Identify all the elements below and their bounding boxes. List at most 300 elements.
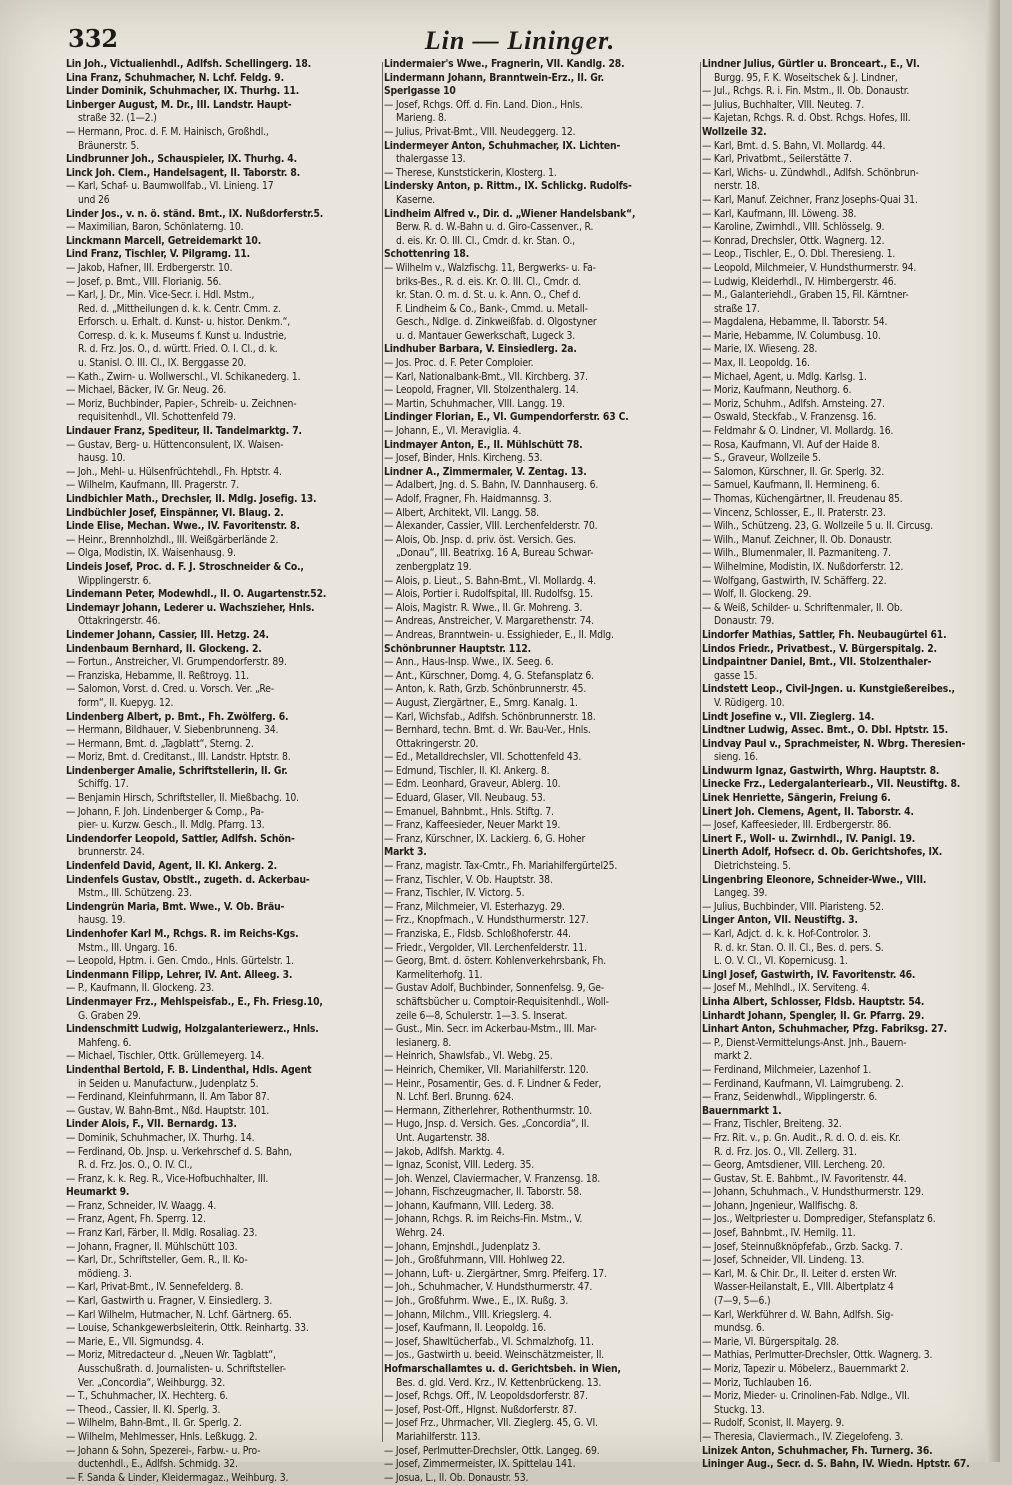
directory-line: — Franziska, Hebamme, II. Reßtroyg. 11. — [66, 669, 249, 682]
directory-line: — T., Schuhmacher, IX. Hechterg. 6. — [66, 1390, 229, 1403]
directory-line: — Karl, Dr., Schriftsteller, Gem. R., II. Ko- — [66, 1254, 248, 1267]
directory-line: Lindenthal Bertold, F. B. Lindenthal, Hdls. Agent — [66, 1063, 312, 1076]
directory-line: — Joh., Großfuhrmann, VIII. Hohlweg 22. — [384, 1254, 565, 1267]
directory-line: — Karoline, Zwirnhdl., VIII. Schlösselg. 9. — [702, 221, 885, 234]
directory-line: — Gustav Adolf, Buchbinder, Sonnenfelsg. 9, Ge- — [384, 982, 604, 995]
directory-line: Mstm., III. Schützeng. 23. — [78, 887, 192, 900]
directory-line: Lindeis Josef, Proc. d. F. J. Stroschneider & Co., — [66, 560, 304, 573]
directory-line: — Karl, Manuf. Zeichner, Franz Josephs-Quai 31. — [702, 193, 918, 206]
directory-line: Lingl Josef, Gastwirth, IV. Favoritenstr. 46. — [702, 968, 916, 981]
directory-line: — Heinrich, Chemiker, VII. Mariahilferstr. 120. — [384, 1063, 589, 1076]
directory-line: G. Graben 29. — [78, 1009, 141, 1022]
directory-line: — Ludwig, Kleiderhdl., IV. Himbergerstr. 46. — [702, 275, 897, 288]
directory-line: — Hugo, Jnsp. d. Versich. Ges. „Concordia“, II. — [384, 1118, 590, 1131]
directory-line: — Wolfgang, Gastwirth, IV. Schäfferg. 22. — [702, 574, 887, 587]
directory-line: N. Lchf. Berl. Brunng. 624. — [396, 1091, 514, 1104]
directory-line: brunnerstr. 24. — [78, 846, 145, 859]
directory-line: — Franz, Schneider, IV. Waagg. 4. — [66, 1199, 217, 1212]
directory-line: — Alois, Portier i. Rudolfspital, III. Rudolfsg. 15. — [384, 588, 593, 601]
directory-line: — Ant., Kürschner, Domg. 4, G. Stefansplatz 6. — [384, 669, 594, 682]
directory-line: Linder Jos., v. n. ö. ständ. Bmt., IX. Nußdorferstr.5. — [66, 207, 324, 220]
directory-line: — Julius, Buchhalter, VIII. Neuteg. 7. — [702, 98, 865, 111]
directory-line: — Jos. Proc. d. F. Peter Comploier. — [384, 357, 534, 370]
directory-line: hausg. 19. — [78, 914, 126, 927]
directory-line: Lin Joh., Victualienhdl., Adlfsh. Schellingerg. 18. — [66, 58, 312, 70]
directory-line: — Johann, Emjnshdl., Judenplatz 3. — [384, 1240, 541, 1253]
directory-line: und 26 — [78, 193, 110, 206]
directory-line: — Ann., Haus-Insp. Wwe., IX. Seeg. 6. — [384, 656, 554, 669]
directory-line: — Marie, E., VII. Sigmundsg. 4. — [66, 1335, 204, 1348]
directory-line: Lindbüchler Josef, Einspänner, VI. Blaug. 2. — [66, 506, 284, 519]
directory-line: schäftsbücher u. Comptoir-Requisitenhdl., Woll- — [396, 995, 609, 1008]
directory-line: Lindermann Johann, Branntwein-Erz., II. Gr. — [384, 71, 604, 84]
directory-line: nerstr. 18. — [714, 180, 760, 193]
directory-line: gasse 15. — [714, 669, 758, 682]
directory-line: — Magdalena, Hebamme, II. Taborstr. 54. — [702, 316, 888, 329]
directory-line: — Joh. Wenzel, Claviermacher, V. Franzensg. 18. — [384, 1172, 601, 1185]
directory-line: — Hermann, Bildhauer, V. Siebenbrunneng. 34. — [66, 724, 279, 737]
directory-line: sieng. 16. — [714, 751, 758, 764]
column-1 — [66, 58, 380, 1484]
directory-line: Linckmann Marcell, Getreidemarkt 10. — [66, 234, 262, 247]
directory-line: Wollzeile 32. — [702, 125, 767, 138]
directory-line: — Josef, Kaffeesieder, III. Erdbergerstr. 86. — [702, 819, 892, 832]
directory-line: — Karl, J. Dr., Min. Vice-Secr. i. Hdl. Mstm., — [66, 289, 255, 302]
directory-line: mödieng. 3. — [78, 1267, 132, 1280]
directory-line: — Hermann, Zitherlehrer, Rothenthurmstr. 10. — [384, 1104, 592, 1117]
directory-line: — Kath., Zwirn- u. Wollwerschl., VI. Schikanederg. 1. — [66, 370, 301, 383]
directory-line: — F. Sanda & Linder, Kleidermagaz., Weihburg. 3. — [66, 1471, 289, 1484]
directory-line: Markt 3. — [384, 846, 427, 859]
directory-line: — Karl, Bmt. d. S. Bahn, VI. Mollardg. 44. — [702, 139, 886, 152]
directory-line: — Franz, Tischler, IV. Victorg. 5. — [384, 887, 525, 900]
directory-line: Lindner Julius, Gürtler u. Bronceart., E., VI. — [702, 58, 920, 70]
directory-line: Marieng. 8. — [396, 112, 447, 125]
directory-line: — Josef, Zimmermeister, IX. Spittelau 141. — [384, 1458, 576, 1471]
directory-line: Linde Elise, Mechan. Wwe., IV. Favoritenstr. 8. — [66, 520, 300, 533]
directory-line: — P., Kaufmann, II. Glockeng. 23. — [66, 982, 215, 995]
directory-line: Wehrg. 24. — [396, 1227, 445, 1240]
directory-line: — Josef, Rchgs. Off. d. Fin. Land. Dion., Hnls. — [384, 98, 583, 111]
directory-line: Kaserne. — [396, 193, 436, 206]
directory-line: — Josef, Shawltücherfab., VI. Schmalzhofg. 11. — [384, 1335, 594, 1348]
directory-line: R. d. kr. Stan. O. II. Cl., Bes. d. pers. S. — [714, 941, 884, 954]
directory-line: Lind Franz, Tischler, V. Pilgramg. 11. — [66, 248, 251, 261]
directory-line: Erforsch. u. Erhalt. d. Kunst- u. histor. Denkm.“, — [78, 316, 291, 329]
directory-line: — Josef, Kaufmann, II. Leopoldg. 16. — [384, 1322, 547, 1335]
directory-line: Linert Joh. Clemens, Agent, II. Taborstr. 4. — [702, 805, 914, 818]
directory-line: Lindendorfer Leopold, Sattler, Adlfsh. Schön- — [66, 832, 295, 845]
directory-line: Linizek Anton, Schuhmacher, Fh. Turnerg. 36. — [702, 1444, 933, 1457]
directory-line: Sperlgasse 10 — [384, 85, 456, 98]
directory-line: — Julius, Privat-Bmt., VIII. Neudeggerg. 12. — [384, 125, 576, 138]
directory-line: — Gustav, Berg- u. Hüttenconsulent, IX. Waisen- — [66, 438, 284, 451]
directory-line: Mahfeng. 6. — [78, 1036, 132, 1049]
directory-line: — Heinr., Posamentir, Ges. d. F. Lindner & Feder, — [384, 1077, 602, 1090]
directory-line: Lindemer Johann, Cassier, III. Hetzg. 24. — [66, 628, 269, 641]
directory-line: — Wilhelm, Mehlmesser, Hnls. Leßkugg. 2. — [66, 1430, 258, 1443]
directory-line: Lindermeyer Anton, Schuhmacher, IX. Lichten- — [384, 139, 621, 152]
directory-line: — Johann, Jngenieur, Wallfischg. 8. — [702, 1199, 858, 1212]
directory-line: u. d. Mantauer Gewerkschaft, Lugeck 3. — [396, 329, 576, 342]
directory-line: d. eis. Kr. O. III. Cl., Cmdr. d. kr. Stan. O., — [396, 234, 575, 247]
directory-line: Lindner A., Zimmermaler, V. Zentag. 13. — [384, 465, 587, 478]
directory-line: — Wilhelm, Kaufmann, III. Pragerstr. 7. — [66, 479, 239, 492]
directory-line: zenbergplatz 19. — [396, 560, 472, 573]
directory-line: Corresp. d. k. k. Museums f. Kunst u. Industrie, — [78, 329, 287, 342]
directory-line: — Michael, Tischler, Ottk. Grüllemeyerg. 14. — [66, 1050, 265, 1063]
directory-line: — Gustav, W. Bahn-Bmt., Nßd. Hauptstr. 101. — [66, 1104, 270, 1117]
directory-line: — Joh., Großfuhrm. Wwe., E., IX. Rußg. 3. — [384, 1295, 569, 1308]
column-2 — [384, 58, 698, 1484]
directory-line: — Josua, L., II. Ob. Donaustr. 53. — [384, 1471, 529, 1484]
directory-line: — Julius, Buchbinder, VIII. Piaristeng. 52. — [702, 900, 884, 913]
directory-line: — Karl, Wichs- u. Zündwhdl., Adlfsh. Schönbrun- — [702, 166, 919, 179]
directory-line: — Johann, Rchgs. R. im Reichs-Fin. Mstm., V. — [384, 1213, 583, 1226]
directory-line: — Karl, M. & Chir. Dr., II. Leiter d. ersten Wr. — [702, 1267, 897, 1280]
directory-line: Lindvay Paul v., Sprachmeister, N. Wbrg. Theresien- — [702, 737, 966, 750]
directory-line: — Alois, Ob. Jnsp. d. priv. öst. Versich. Ges. — [384, 533, 576, 546]
directory-line: Linha Albert, Schlosser, Fldsb. Hauptstr. 54. — [702, 995, 925, 1008]
directory-line: — Karl, Privat-Bmt., IV. Sennefelderg. 8. — [66, 1281, 244, 1294]
directory-line: V. Rüdigerg. 10. — [714, 696, 785, 709]
directory-line: — Jos., Weltpriester u. Domprediger, Stefansplatz 6. — [702, 1213, 936, 1226]
directory-line: — Gust., Min. Secr. im Ackerbau-Mstm., III. Mar- — [384, 1023, 597, 1036]
directory-line: Lindenberg Albert, p. Bmt., Fh. Zwölferg. 6. — [66, 710, 289, 723]
directory-line: briks-Bes., R. d. eis. Kr. O. III. Cl., Cmdr. d. — [396, 275, 582, 288]
directory-line: — Josef M., Mehlhdl., IX. Serviteng. 4. — [702, 982, 870, 995]
directory-line: — Mathias, Perlmutter-Drechsler, Ottk. Wagnerg. 3. — [702, 1349, 933, 1362]
directory-line: — Moriz, Buchbinder, Papier-, Schreib- u. Zeichnen- — [66, 397, 297, 410]
directory-line: — Josef Frz., Uhrmacher, VII. Zieglerg. 45, G. VI. — [384, 1417, 598, 1430]
directory-line: Lindheim Alfred v., Dir. d. „Wiener Handelsbank“, — [384, 207, 636, 220]
directory-line: — Franz, Seidenwhdl., Wipplingerstr. 6. — [702, 1091, 878, 1104]
directory-line: — Karl, Kaufmann, III. Löweng. 38. — [702, 207, 857, 220]
directory-line: R. d. Frz. Jos. O., VII. Zellerg. 31. — [714, 1145, 857, 1158]
directory-line: — Josef, Post-Off., Hlgnst. Nußdorferstr. 87. — [384, 1403, 577, 1416]
directory-line: Unt. Augartenstr. 38. — [396, 1131, 490, 1144]
directory-line: — Karl, Wichsfab., Adlfsh. Schönbrunnerstr. 18. — [384, 710, 596, 723]
directory-line: — Moriz, Mieder- u. Crinolinen-Fab. Ndlge., VII. — [702, 1390, 910, 1403]
directory-line: — Oswald, Steckfab., V. Franzensg. 16. — [702, 411, 877, 424]
directory-line: — Heinrich, Shawlsfab., VI. Webg. 25. — [384, 1050, 553, 1063]
directory-line: Lininger Aug., Secr. d. S. Bahn, IV. Wiedn. Hptstr. 67. — [702, 1458, 970, 1471]
directory-line: — Joh., Mehl- u. Hülsenfrüchtehdl., Fh. Hptstr. 4. — [66, 465, 282, 478]
directory-line: Linder Alois, F., VII. Bernardg. 13. — [66, 1118, 237, 1131]
directory-line: pier- u. Kurzw. Gesch., II. Mdlg. Pfarrg. 13. — [78, 819, 265, 832]
directory-line: — Andreas, Anstreicher, V. Margarethenstr. 74. — [384, 615, 594, 628]
directory-line: — Wilh., Manuf. Zeichner, II. Ob. Donaustr. — [702, 533, 893, 546]
directory-line: Langeg. 39. — [714, 887, 768, 900]
directory-line: — Franz Karl, Färber, II. Mdlg. Rosaliag. 23. — [66, 1227, 258, 1240]
directory-line: — Karl, Gastwirth u. Fragner, V. Einsiedlerg. 3. — [66, 1295, 273, 1308]
directory-line: — Wolf, II. Glockeng. 29. — [702, 588, 812, 601]
directory-line: — Johann, F. Joh. Lindenberger & Comp., Pa- — [66, 805, 264, 818]
directory-line: Lindengrün Maria, Bmt. Wwe., V. Ob. Bräu- — [66, 900, 285, 913]
directory-line: — Marie, Hebamme, IV. Columbusg. 10. — [702, 329, 881, 342]
directory-line: — Josef, Bahnbmt., IV. Hernilg. 11. — [702, 1227, 856, 1240]
directory-line: Lindenmayer Frz., Mehlspeisfab., E., Fh. Friesg.10, — [66, 995, 323, 1008]
directory-line: — Therese, Kunststickerin, Klosterg. 1. — [384, 166, 557, 179]
directory-line: Bräunerstr. 5. — [78, 139, 140, 152]
directory-line: — Andreas, Branntwein- u. Essighieder, E., II. Mdlg. — [384, 628, 614, 641]
directory-line: — Franz, Tischler, V. Ob. Hauptstr. 38. — [384, 873, 553, 886]
directory-line: — Frz. Rit. v., p. Gn. Audit., R. d. O. d. eis. Kr. — [702, 1131, 901, 1144]
directory-line: — Moriz, Bmt. d. Creditanst., III. Landstr. Hptstr. 8. — [66, 751, 291, 764]
directory-line: — Wilhelm v., Walzfischg. 11, Bergwerks- u. Fa- — [384, 261, 596, 274]
directory-line: Lindbichler Math., Drechsler, II. Mdlg. Josefig. 13. — [66, 493, 317, 505]
directory-line: — Alexander, Cassier, VIII. Lerchenfelderstr. 70. — [384, 520, 598, 533]
directory-line: — Franz, Agent, Fh. Sperrg. 12. — [66, 1213, 206, 1226]
directory-line: Lindbrunner Joh., Schauspieler, IX. Thurhg. 4. — [66, 153, 297, 166]
directory-line: — Edmund, Tischler, II. Kl. Ankerg. 8. — [384, 764, 550, 777]
directory-line: — Emanuel, Bahnbmt., Hnls. Stiftg. 7. — [384, 805, 554, 818]
directory-line: Mstm., III. Ungarg. 16. — [78, 941, 178, 954]
directory-line: — S., Graveur, Wollzeile 5. — [702, 452, 821, 465]
directory-line: Lingenbring Eleonore, Schneider-Wwe., VIII. — [702, 873, 927, 886]
directory-line: — Josef, Schneider, VII. Lindeng. 13. — [702, 1254, 865, 1267]
directory-line: — Hermann, Proc. d. F. M. Hainisch, Großhdl., — [66, 125, 269, 138]
directory-line: Lindos Friedr., Privatbest., V. Bürgerspitalg. 2. — [702, 642, 937, 655]
directory-line: Lindemayr Johann, Lederer u. Wachszieher, Hnls. — [66, 601, 315, 614]
page-edge — [986, 0, 1000, 1462]
running-title: Lin — Lininger. — [424, 26, 616, 55]
directory-line: — Kajetan, Rchgs. R. d. Obst. Rchgs. Hofes, III. — [702, 112, 911, 125]
directory-line: straße 17. — [714, 302, 760, 315]
directory-line: Hofmarschallamtes u. d. Gerichtsbeh. in Wien, — [384, 1363, 621, 1375]
directory-line: Lindenhofer Karl M., Rchgs. R. im Reichs-Kgs. — [66, 928, 299, 940]
directory-line: Lindtner Ludwig, Assec. Bmt., O. Dbl. Hptstr. 15. — [702, 724, 949, 737]
directory-line: — Josef, Rchgs. Off., IV. Leopoldsdorferstr. 87. — [384, 1390, 588, 1403]
directory-line: — Josef, Steinnußknöpfefab., Grzb. Sackg. 7. — [702, 1240, 903, 1253]
directory-line: — Karl, Schaf- u. Baumwollfab., VI. Linieng. 17 — [66, 180, 274, 193]
directory-line: Linhardt Johann, Spengler, II. Gr. Pfarrg. 29. — [702, 1009, 925, 1022]
directory-line: Lindstett Leop., Civil-Jngen. u. Kunstgießereibes., — [702, 683, 955, 696]
directory-line: zeile 6—8, Schulerstr. 1—3. S. Inserat. — [396, 1009, 568, 1022]
directory-line: Schiffg. 17. — [78, 778, 129, 791]
directory-line: — Eduard, Glaser, VII. Neubaug. 53. — [384, 792, 546, 805]
directory-line: — Georg, Bmt. d. österr. Kohlenverkehrsbank, Fh. — [384, 955, 607, 968]
directory-line: straße 32. (1—2.) — [78, 112, 157, 125]
directory-line: Karmeliterhofg. 11. — [396, 968, 483, 981]
directory-line: Burgg. 95, F. K. Woseitschek & J. Lindner, — [714, 71, 898, 84]
column-3 — [702, 58, 1012, 1471]
directory-line: — Johann & Sohn, Spezerei-, Farbw.- u. Pro- — [66, 1444, 261, 1457]
directory-line: — Feldmahr & O. Lindner, VI. Mollardg. 16. — [702, 425, 894, 438]
directory-line: — Johann, Kaufmann, VIII. Lederg. 38. — [384, 1199, 555, 1212]
directory-line: Schottenring 18. — [384, 248, 470, 261]
directory-line: — P., Dienst-Vermittelungs-Anst. Jnh., Bauern- — [702, 1036, 907, 1049]
directory-line: — Ferdinand, Ob. Jnsp. u. Verkehrschef d. S. Bahn, — [66, 1145, 292, 1158]
directory-line: — Ferdinand, Kleinfuhrmann, II. Am Tabor 87. — [66, 1091, 270, 1104]
directory-line: — Max, II. Leopoldg. 16. — [702, 357, 810, 370]
directory-line: — Bernhard, techn. Bmt. d. Wr. Bau-Ver., Hnls. — [384, 724, 591, 737]
directory-line: — Dominik, Schuhmacher, IX. Thurhg. 14. — [66, 1131, 255, 1144]
directory-line: Linhart Anton, Schuhmacher, Pfzg. Fabriksg. 27. — [702, 1023, 948, 1036]
directory-line: Linek Henriette, Sängerin, Freiung 6. — [702, 792, 891, 805]
directory-line: Lindenbaum Bernhard, II. Glockeng. 2. — [66, 642, 262, 655]
directory-line: R. d. Frz. Jos. O., d. württ. Fried. O. I. Cl., d. k. — [78, 343, 278, 356]
directory-line: — Vincenz, Schlosser, E., II. Praterstr. 23. — [702, 506, 886, 519]
directory-line: — Frz., Knopfmach., V. Hundsthurmerstr. 127. — [384, 914, 589, 927]
directory-line: — Maximilian, Baron, Schönlaterng. 10. — [66, 221, 244, 234]
directory-line: — Adolf, Fragner, Fh. Haidmannsg. 3. — [384, 493, 552, 505]
directory-line: Linecke Frz., Ledergalanteriearb., VII. Neustiftg. 8. — [702, 778, 961, 791]
directory-line: Ausschußrath. d. Journalisten- u. Schriftsteller- — [78, 1363, 286, 1375]
directory-line: Ottakringerstr. 46. — [78, 615, 161, 628]
directory-line: Heumarkt 9. — [66, 1186, 130, 1199]
directory-line: — Johann, Luft- u. Ziergärtner, Smrg. Pfeiferg. 17. — [384, 1267, 607, 1280]
directory-line: — Jul., Rchgs. R. i. Fin. Mstm., II. Ob. Donaustr. — [702, 85, 910, 98]
directory-line: Bes. d. gld. Verd. Krz., IV. Kettenbrückeng. 13. — [396, 1376, 602, 1389]
directory-line: hausg. 10. — [78, 452, 126, 465]
directory-line: Donaustr. 79. — [714, 615, 775, 628]
directory-line: — Moriz, Schuhm., Adlfsh. Arnsteing. 27. — [702, 397, 885, 410]
directory-line: — Ferdinand, Milchmeier, Lazenhof 1. — [702, 1063, 872, 1076]
column-divider — [382, 62, 383, 1442]
directory-line: Lindermaier's Wwe., Fragnerin, VII. Kandlg. 28. — [384, 58, 625, 70]
directory-line: kr. Stan. O. m. d. St. u. k. Ann. O., Chef d. — [396, 289, 581, 302]
directory-line: Lindemann Peter, Modewhdl., II. O. Augartenstr.52. — [66, 588, 327, 601]
directory-line: — Alois, p. Lieut., S. Bahn-Bmt., VI. Mollardg. 4. — [384, 574, 596, 587]
directory-line: — Marie, VI. Bürgerspitalg. 28. — [702, 1335, 840, 1348]
directory-line: — Rosa, Kaufmann, VI. Auf der Haide 8. — [702, 438, 880, 451]
directory-line: — Johann, Fischzeugmacher, II. Taborstr. 58. — [384, 1186, 582, 1199]
directory-line: — Leopold, Milchmeier, V. Hundsthurmerstr. 94. — [702, 261, 917, 274]
directory-line: — Anton, k. Rath, Grzb. Schönbrunnerstr. 45. — [384, 683, 587, 696]
directory-line: Lindauer Franz, Spediteur, II. Tandelmarktg. 7. — [66, 425, 302, 438]
directory-line: Stuckg. 13. — [714, 1403, 765, 1416]
directory-line: — Salomon, Vorst. d. Cred. u. Vorsch. Ver. „Re- — [66, 683, 274, 696]
directory-line: Berw. R. d. W.-Bahn u. d. Giro-Cassenver., R. — [396, 221, 594, 234]
directory-line: in Seiden u. Manufacturw., Judenplatz 5. — [78, 1077, 259, 1090]
directory-line: — Edm. Leonhard, Graveur, Ablerg. 10. — [384, 778, 561, 791]
directory-line: — Franz, magistr. Tax-Cmtr., Fh. Mariahilfergürtel25. — [384, 860, 618, 873]
directory-line: Lindhuber Barbara, V. Einsiedlerg. 2a. — [384, 343, 577, 356]
directory-line: — Theresia, Claviermach., IV. Ziegelofeng. 3. — [702, 1430, 904, 1443]
directory-line: Lindmayer Anton, E., II. Mühlschütt 78. — [384, 438, 583, 451]
directory-line: Gesch., Ndlge. d. Zinkweißfab. d. Olgostyner — [396, 316, 597, 329]
directory-line: R. d. Frz. Jos. O., O. IV. Cl., — [78, 1159, 193, 1172]
directory-line: — Karl, Privatbmt., Seilerstätte 7. — [702, 153, 852, 166]
directory-line: — Wilh., Schützeng. 23, G. Wollzeile 5 u. II. Circusg. — [702, 520, 934, 533]
directory-line: Mariahilferstr. 113. — [396, 1430, 481, 1443]
directory-line: Lindenschmitt Ludwig, Holzgalanteriewerz., Hnls. — [66, 1023, 319, 1036]
directory-line: Lina Franz, Schuhmacher, N. Lchf. Feldg. 9. — [66, 71, 284, 84]
directory-line: Red. d. „Mittheilungen d. k. k. Centr. Cmm. z. — [78, 302, 281, 315]
column-divider — [700, 62, 701, 1442]
directory-line: Wipplingerstr. 6. — [78, 574, 152, 587]
directory-line: Lindenfeld David, Agent, II. Kl. Ankerg. 2. — [66, 860, 278, 873]
directory-line: — Ferdinand, Kaufmann, VI. Laimgrubeng. 2. — [702, 1077, 904, 1090]
directory-line: — Wilhelm, Bahn-Bmt., II. Gr. Sperlg. 2. — [66, 1417, 242, 1430]
directory-line: — Leopold, Hptm. i. Gen. Cmdo., Hnls. Gürtelstr. 1. — [66, 955, 294, 968]
directory-line: — Jakob, Adlfsh. Marktg. 4. — [384, 1145, 505, 1158]
directory-line: — Franz, Kaffeesieder, Neuer Markt 19. — [384, 819, 561, 832]
directory-line: — Fortun., Anstreicher, VI. Grumpendorferstr. 89. — [66, 656, 287, 669]
directory-line: form“, II. Kuepyg. 12. — [78, 696, 174, 709]
directory-line: — M., Galanteriehdl., Graben 15, Fil. Kärntner- — [702, 289, 909, 302]
directory-line: — Moriz, Tapezir u. Möbelerz., Bauernmarkt 2. — [702, 1363, 909, 1375]
directory-line: Bauernmarkt 1. — [702, 1104, 782, 1117]
directory-line: — Moriz, Kaufmann, Neuthorg. 6. — [702, 384, 852, 397]
directory-line: Lindt Josefine v., VII. Zieglerg. 14. — [702, 710, 875, 723]
directory-line: — Karl, Nationalbank-Bmt., VII. Kirchberg. 37. — [384, 370, 588, 383]
directory-line: — Hermann, Bmt. d. „Tagblatt“, Sterng. 2. — [66, 737, 254, 750]
directory-line: Lindenfels Gustav, Obstlt., zugeth. d. Ackerbau- — [66, 873, 310, 886]
directory-line: F. Lindheim & Co., Bank-, Cmmd. u. Metall- — [396, 302, 588, 315]
directory-line: — Georg, Amtsdiener, VIII. Lercheng. 20. — [702, 1159, 886, 1172]
directory-line: — Louise, Schankgewerbsleiterin, Ottk. Reinhartg. 33. — [66, 1322, 309, 1335]
directory-line: Lindenberger Amalie, Schriftstellerin, II. Gr. — [66, 764, 288, 777]
directory-line: — Olga, Modistin, IX. Waisenhausg. 9. — [66, 547, 236, 560]
directory-line: — Theod., Cassier, II. Kl. Sperlg. 3. — [66, 1403, 221, 1416]
directory-line: — August, Ziergärtner, E., Smrg. Kanalg. 1. — [384, 696, 578, 709]
directory-line: mundsg. 6. — [714, 1322, 765, 1335]
directory-columns — [66, 58, 990, 1484]
directory-line: — Karl, Adjct. d. k. k. Hof-Controlor. 3. — [702, 928, 871, 940]
directory-line: requisitenhdl., VII. Schottenfeld 79. — [78, 411, 236, 424]
directory-line: — Moriz, Tuchlauben 16. — [702, 1376, 812, 1389]
directory-line: — Wilh., Blumenmaler, II. Pazmaniteng. 7. — [702, 547, 891, 560]
directory-line: „Donau“, III. Beatrixg. 16 A, Bureau Schwar- — [396, 547, 594, 560]
directory-line: Ver. „Concordia“, Weihburgg. 32. — [78, 1376, 226, 1389]
page-number: 332 — [68, 24, 119, 53]
directory-line: Ottakringerstr. 20. — [396, 737, 479, 750]
directory-line: — Wilhelmine, Modistin, IX. Nußdorferstr. 12. — [702, 560, 904, 573]
directory-line: Linerth Adolf, Hofsecr. d. Ob. Gerichtshofes, IX. — [702, 846, 943, 859]
directory-line: — Johann, E., VI. Meraviglia. 4. — [384, 425, 522, 438]
directory-line: Lindenmann Filipp, Lehrer, IV. Ant. Alleeg. 3. — [66, 968, 293, 981]
directory-line: — Franz, Kürschner, IX. Lackierg. 6, G. Hoher — [384, 832, 586, 845]
directory-line: — Friedr., Vergolder, VII. Lerchenfelderstr. 11. — [384, 941, 587, 954]
directory-line: — Albert, Architekt, VII. Langg. 58. — [384, 506, 540, 519]
directory-line: L. O. V. Cl., VI. Kopernicusg. 1. — [714, 955, 848, 968]
directory-line: — Leopold, Fragner, VII. Stolzenthalerg. 14. — [384, 384, 579, 397]
directory-line: — Michael, Agent, u. Mdlg. Karlsg. 1. — [702, 370, 867, 383]
directory-line: — Martin, Schuhmacher, VIII. Langg. 19. — [384, 397, 565, 410]
directory-line: Lindinger Florian, E., VI. Gumpendorferstr. 63 C. — [384, 411, 629, 424]
directory-line: — Ed., Metalldrechsler, VII. Schottenfeld 43. — [384, 751, 582, 764]
directory-line: — Michael, Bäcker, IV. Gr. Neug. 26. — [66, 384, 227, 397]
directory-line: Wasser-Heilanstalt, E., VIII. Albertplatz 4 — [714, 1281, 894, 1294]
directory-line: — Jos., Gastwirth u. beeid. Weinschätzmeister, II. — [384, 1349, 605, 1362]
directory-line: markt 2. — [714, 1050, 753, 1063]
directory-line: Linberger August, M. Dr., III. Landstr. Haupt- — [66, 98, 292, 111]
directory-line: — Rudolf, Sconist, II. Mayerg. 9. — [702, 1417, 845, 1430]
directory-line: — Gustav, St. E. Bahbmt., IV. Favoritenstr. 44. — [702, 1172, 907, 1185]
directory-line: — Samuel, Kaufmann, II. Hermineng. 6. — [702, 479, 880, 492]
directory-line: Lindersky Anton, p. Rittm., IX. Schlickg. Rudolfs- — [384, 180, 632, 193]
directory-line: thalergasse 13. — [396, 153, 466, 166]
directory-line: — Franz, k. k. Reg. R., Vice-Hofbuchhalter, III. — [66, 1172, 269, 1185]
directory-line: lesianerg. 8. — [396, 1036, 452, 1049]
directory-line: (7—9, 5—6.) — [714, 1295, 771, 1308]
directory-line: Linck Joh. Clem., Handelsagent, II. Taborstr. 8. — [66, 166, 300, 179]
directory-line: — Franz, Milchmeier, VI. Esterhazyg. 29. — [384, 900, 565, 913]
page-header — [60, 18, 980, 62]
directory-line: Lindpaintner Daniel, Bmt., VII. Stolzenthaler- — [702, 656, 932, 669]
directory-line: — Alois, Magistr. R. Wwe., II. Gr. Mohreng. 3. — [384, 601, 583, 614]
directory-line: u. Stanisl. O. III. Cl., IX. Berggasse 20. — [78, 357, 247, 370]
directory-line: — Karl Wilhelm, Hutmacher, N. Lchf. Gärtnerg. 65. — [66, 1308, 292, 1321]
directory-line: ductenhdl., E., Adlfsh. Schmidg. 32. — [78, 1458, 238, 1471]
directory-line: Lindwurm Ignaz, Gastwirth, Whrg. Hauptstr. 8. — [702, 764, 940, 777]
directory-line: — Johann, Schuhmach., V. Hundsthurmerstr. 129. — [702, 1186, 924, 1199]
directory-line: — Johann, Fragner, II. Mühlschütt 103. — [66, 1240, 238, 1253]
directory-line: Schönbrunner Hauptstr. 112. — [384, 642, 532, 655]
directory-line: — Franz, Tischler, Breiteng. 32. — [702, 1118, 842, 1131]
